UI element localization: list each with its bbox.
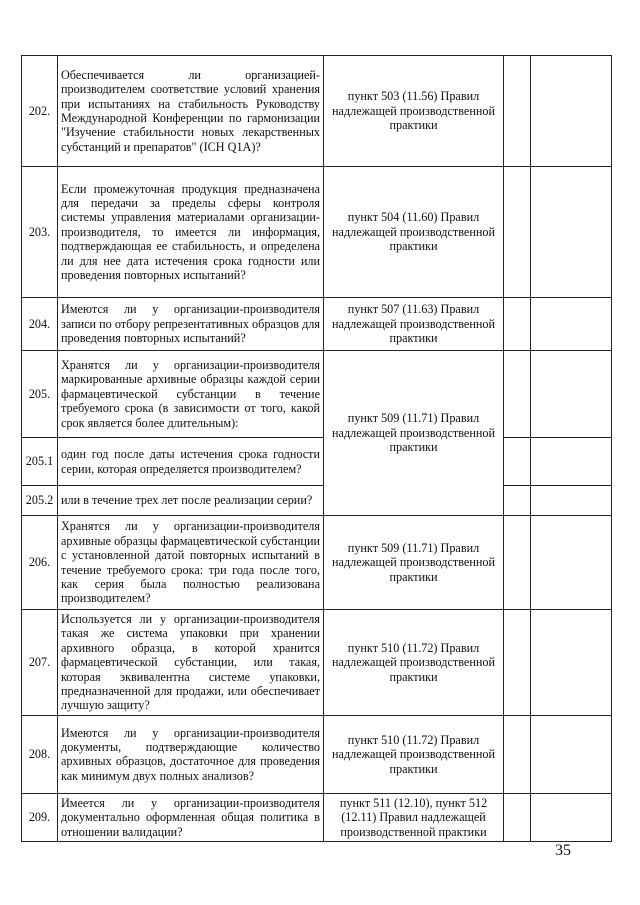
row-number: 209.	[22, 793, 58, 841]
table-row	[22, 56, 612, 167]
rule-reference: пункт 503 (11.56) Правил надлежащей производственной практики	[324, 56, 504, 167]
empty-cell	[504, 298, 531, 351]
empty-cell	[504, 610, 531, 716]
row-number: 205.	[22, 351, 58, 438]
question-text: Имеется ли у организации-производителя документально оформленная общая политика в отношении валидации?	[58, 793, 324, 841]
empty-cell	[504, 351, 531, 438]
question-text: Хранятся ли у организации-производителя архивные образцы фармацевтической субстанции с установленной датой повторных испытаний в течение требуемого срока: три года после того, как серия была полностью реализована производителем?	[58, 516, 324, 610]
row-number: 202.	[22, 56, 58, 167]
question-text: Имеются ли у организации-производителя записи по отбору репрезентативных образцов для проведения повторных испытаний?	[58, 298, 324, 351]
empty-cell	[504, 793, 531, 841]
table-row	[22, 486, 612, 516]
empty-cell	[531, 486, 612, 516]
question-text: Имеются ли у организации-производителя документы, подтверждающие количество архивных образцов, достаточное для проведения как минимум двух полных анализов?	[58, 715, 324, 793]
table-row	[22, 167, 612, 298]
question-text: Хранятся ли у организации-производителя маркированные архивные образцы каждой серии фармацевтической субстанции в течение требуемого срока (в зависимости от того, какой срок является более длительным):	[58, 351, 324, 438]
table-row	[22, 516, 612, 610]
question-text: или в течение трех лет после реализации серии?	[58, 486, 324, 516]
empty-cell	[504, 715, 531, 793]
empty-cell	[531, 715, 612, 793]
question-text: Обеспечивается ли организацией-производителем соответствие условий хранения при испытаниях на стабильность Руководству Международной Конференции по гармонизации "Изучение стабильности новых лекарственных субстанций и препаратов" (ICH Q1A)?	[58, 56, 324, 167]
row-number: 203.	[22, 167, 58, 298]
table-row	[22, 793, 612, 841]
question-text: один год после даты истечения срока годности серии, которая определяется производителем?	[58, 438, 324, 486]
empty-cell	[531, 516, 612, 610]
empty-cell	[531, 793, 612, 841]
table-row	[22, 610, 612, 716]
rule-reference: пункт 510 (11.72) Правил надлежащей производственной практики	[324, 715, 504, 793]
empty-cell	[504, 167, 531, 298]
table-row	[22, 351, 612, 438]
table-row	[22, 715, 612, 793]
row-number: 204.	[22, 298, 58, 351]
row-number: 206.	[22, 516, 58, 610]
row-number: 207.	[22, 610, 58, 716]
empty-cell	[504, 516, 531, 610]
table-row	[22, 438, 612, 486]
empty-cell	[531, 298, 612, 351]
empty-cell	[531, 167, 612, 298]
empty-cell	[531, 56, 612, 167]
empty-cell	[531, 351, 612, 438]
rule-reference: пункт 511 (12.10), пункт 512 (12.11) Правил надлежащей производственной практики	[324, 793, 504, 841]
empty-cell	[531, 610, 612, 716]
row-number: 205.2	[22, 486, 58, 516]
question-text: Если промежуточная продукция предназначена для передачи за пределы сферы контроля системы управления материалами организации-производителя, то имеется ли информация, подтверждающая ее стабильность, и определена ли для нее дата истечения срока годности или проведения повторных испытаний?	[58, 167, 324, 298]
empty-cell	[504, 486, 531, 516]
row-number: 205.1	[22, 438, 58, 486]
empty-cell	[531, 438, 612, 486]
rule-reference: пункт 509 (11.71) Правил надлежащей производственной практики	[324, 351, 504, 516]
empty-cell	[504, 56, 531, 167]
rule-reference: пункт 510 (11.72) Правил надлежащей производственной практики	[324, 610, 504, 716]
question-text: Используется ли у организации-производителя такая же система упаковки при хранении архивного образца, в которой хранится фармацевтической субстанции, или такая, которая эквивалентна системе упаковки, предназначенной для продажи, или обеспечивает лучшую защиту?	[58, 610, 324, 716]
checklist-table	[21, 55, 612, 842]
empty-cell	[504, 438, 531, 486]
rule-reference: пункт 504 (11.60) Правил надлежащей производственной практики	[324, 167, 504, 298]
rule-reference: пункт 507 (11.63) Правил надлежащей производственной практики	[324, 298, 504, 351]
page-number: 35	[555, 842, 571, 859]
table-row	[22, 298, 612, 351]
row-number: 208.	[22, 715, 58, 793]
rule-reference: пункт 509 (11.71) Правил надлежащей производственной практики	[324, 516, 504, 610]
